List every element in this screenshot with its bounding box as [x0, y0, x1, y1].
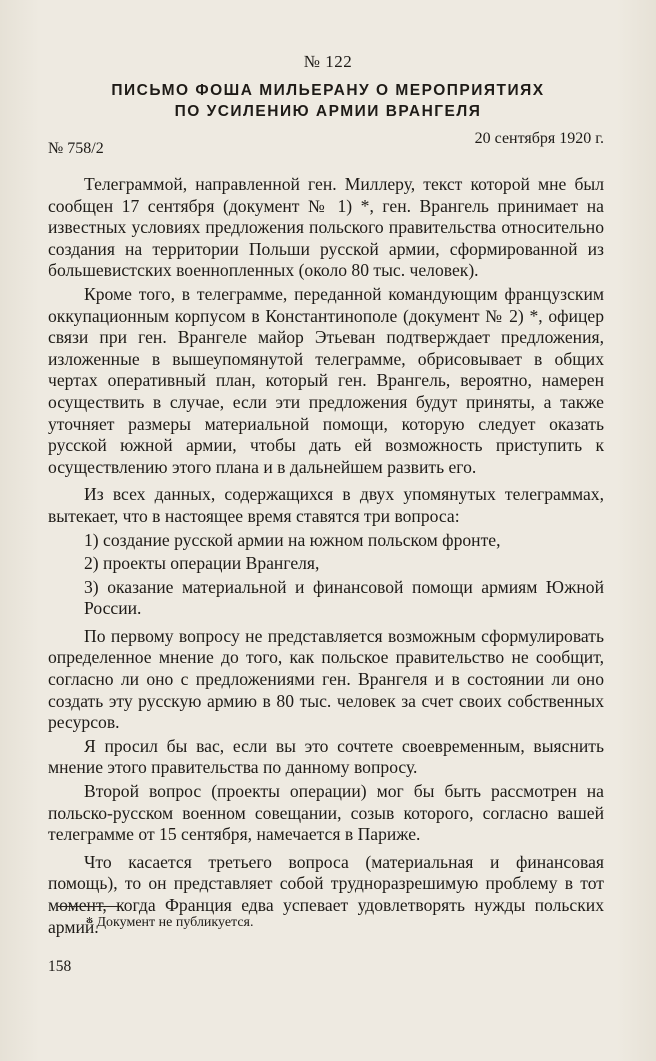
footnote: * Документ не публикуется.: [86, 915, 254, 930]
title-line-1: ПИСЬМО ФОША МИЛЬЕРАНУ О МЕРОПРИЯТИЯХ: [111, 82, 545, 99]
document-title: [40, 80, 616, 122]
paragraph-2: Кроме того, в телеграмме, переданной командующим французским оккупационным корпусом в Константинополе (документ № 2) *, офицер связи при ген. Врангеле майор Этьеван подтверждает предложения, изложенные в вышеупомянутой телеграмме, обрисовывает в общих чертах оперативный план, который ген. Врангель, вероятно, намерен осуществить в случае, если эти предложения будут приняты, а также уточняет размеры материальной помощи, которую следует оказать русской южной армии, чтобы дать ей возможность приступить к осуществлению этого плана и в дальнейшем развить его.: [48, 283, 604, 477]
paragraph-1: Телеграммой, направленной ген. Миллеру, текст которой мне был сообщен 17 сентября (документ № 1) *, ген. Врангель принимает на известных условиях предложения польского правительства относительно создания на территории Польши русской армии, сформированной из большевистских военнопленных (около 80 тыс. человек).: [48, 174, 604, 281]
paragraph-7: Что касается третьего вопроса (материальная и финансовая помощь), то он представляет собой трудноразрешимую проблему в тот момент, когда Франция едва успевает удовлетворять нужды польских армий.: [48, 851, 604, 937]
footnote-divider: [58, 906, 120, 907]
page-number: 158: [48, 958, 72, 975]
document-number: № 122: [303, 52, 353, 71]
list-item-1: 1) создание русской армии на южном польском фронте,: [84, 529, 501, 550]
list-item-2: 2) проекты операции Врангеля,: [84, 553, 320, 574]
list-item-3: 3) оказание материальной и финансовой помощи армиям Южной России.: [84, 576, 604, 619]
paragraph-4: По первому вопросу не представляется возможным сформулировать определенное мнение до того, как польское правительство не сообщит, согласно ли оно с предложениями ген. Врангеля и в состоянии ли оно создать эту русскую армию в 80 тыс. человек за счет своих собственных ресурсов.: [48, 625, 604, 733]
document-date: 20 сентября 1920 г.: [474, 130, 604, 147]
reference-number: № 758/2: [48, 140, 104, 157]
document-meta: [48, 130, 604, 157]
paragraph-6: Второй вопрос (проекты операции) мог бы быть рассмотрен на польско-русском военном совещании, созыв которого, согласно вашей телеграмме от 15 сентября, намечается в Париже.: [48, 781, 604, 845]
paragraph-5: Я просил бы вас, если вы это сочтете своевременным, выяснить мнение этого правительства по данному вопросу.: [48, 735, 604, 778]
paragraph-3: Из всех данных, содержащихся в двух упомянутых телеграммах, вытекает, что в настоящее время ставятся три вопроса:: [48, 484, 604, 526]
letter-body: [48, 174, 604, 940]
title-line-2: ПО УСИЛЕНИЮ АРМИИ ВРАНГЕЛЯ: [174, 103, 482, 120]
